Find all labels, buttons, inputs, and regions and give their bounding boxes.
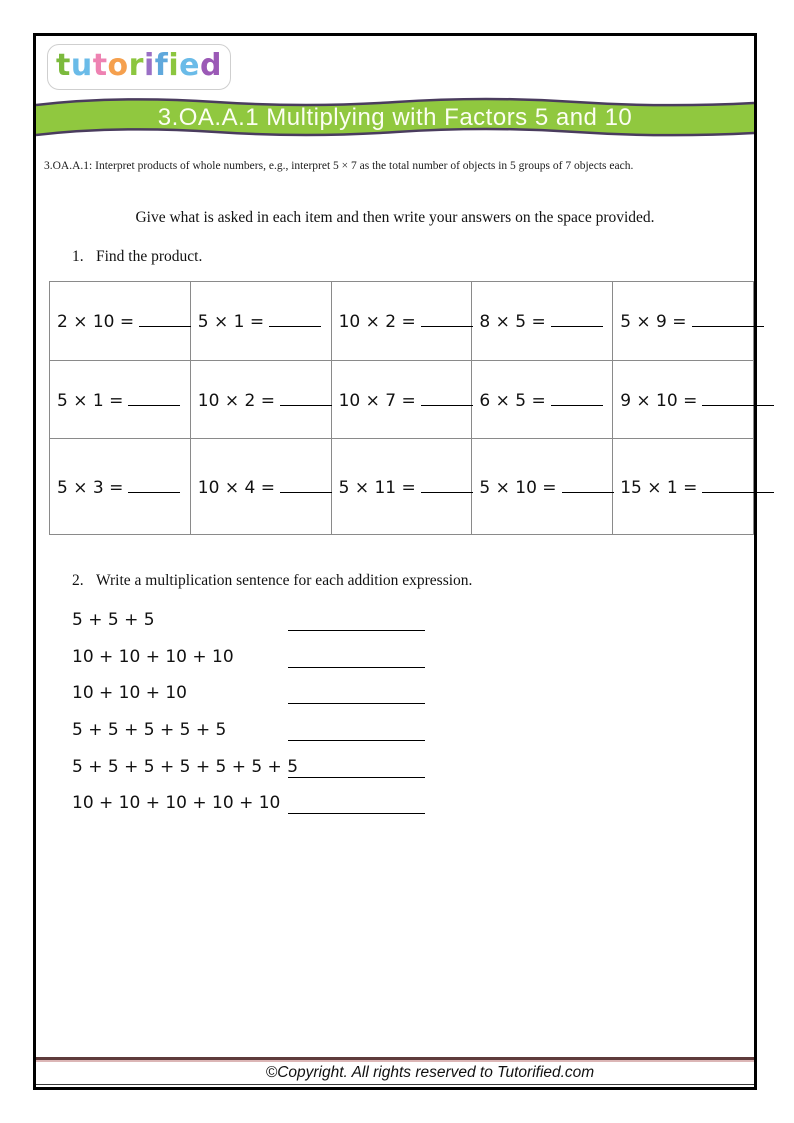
addition-expression: 5 + 5 + 5 + 5 + 5 + 5 + 5 [72, 756, 299, 777]
list-item [72, 751, 722, 788]
logo-letter: i [168, 48, 180, 83]
multiplication-expression: 2 × 10 = [57, 312, 135, 332]
products-table [49, 281, 754, 535]
tutorified-logo [47, 44, 231, 90]
list-item [72, 787, 722, 824]
answer-blank [139, 310, 191, 327]
table-cell [472, 282, 613, 361]
answer-blank [702, 476, 774, 493]
table-cell [472, 361, 613, 439]
multiplication-expression: 15 × 1 = [620, 477, 698, 498]
answer-blank [551, 389, 603, 406]
addition-expression: 10 + 10 + 10 + 10 [72, 646, 234, 667]
multiplication-expression: 5 × 10 = [479, 477, 557, 498]
multiplication-expression: 5 × 1 = [57, 390, 124, 411]
table-cell [613, 282, 754, 361]
multiplication-expression: 10 × 7 = [338, 390, 416, 411]
question-1-number: 1. [72, 248, 84, 265]
table-row [50, 361, 754, 439]
answer-blank [421, 389, 473, 406]
list-item [72, 714, 722, 751]
logo-letter: d [199, 48, 222, 83]
answer-blank [280, 476, 332, 493]
multiplication-expression: 9 × 10 = [620, 390, 698, 411]
table-cell [190, 282, 331, 361]
logo-letter: o [107, 48, 129, 83]
worksheet-page [33, 33, 757, 1090]
table-row [50, 439, 754, 535]
list-item [72, 641, 722, 678]
addition-expression: 10 + 10 + 10 + 10 + 10 [72, 793, 281, 814]
answer-blank [280, 389, 332, 406]
logo-letter: t [56, 48, 71, 83]
question-2-label [72, 572, 472, 590]
copyright-text: ©Copyright. All rights reserved to Tutorified.com [36, 1062, 754, 1085]
multiplication-expression: 6 × 5 = [479, 390, 546, 411]
multiplication-expression: 10 × 2 = [197, 390, 275, 411]
answer-blank [288, 604, 425, 631]
multiplication-expression: 10 × 4 = [197, 477, 275, 498]
table-cell [50, 439, 191, 535]
table-cell [613, 439, 754, 535]
addition-expression: 5 + 5 + 5 [72, 610, 155, 630]
table-cell [613, 361, 754, 439]
addition-expression: 5 + 5 + 5 + 5 + 5 [72, 720, 227, 741]
answer-blank [551, 310, 603, 327]
standard-description: 3.OA.A.1: Interpret products of whole numbers, e.g., interpret 5 × 7 as the total number of objects in 5 groups of 7 objects each. [44, 160, 634, 172]
table-cell [50, 361, 191, 439]
multiplication-expression: 5 × 9 = [620, 312, 687, 332]
general-instructions: Give what is asked in each item and then write your answers on the space provided. [135, 209, 655, 226]
page-title: 3.OA.A.1 Multiplying with Factors 5 and 10 [157, 104, 633, 131]
answer-blank [128, 476, 180, 493]
answer-blank [288, 714, 425, 741]
multiplication-expression: 5 × 1 = [197, 312, 265, 332]
multiplication-expression: 8 × 5 = [479, 312, 546, 332]
table-row [50, 282, 754, 361]
table-cell [331, 439, 472, 535]
table-cell [190, 439, 331, 535]
logo-letter: u [70, 48, 93, 83]
answer-blank [288, 641, 425, 668]
addition-expression: 10 + 10 + 10 [72, 683, 187, 704]
question-2-text: Write a multiplication sentence for each addition expression. [96, 572, 473, 589]
question-1-label [72, 248, 202, 266]
answer-blank [288, 751, 425, 778]
list-item [72, 604, 722, 641]
logo-letter: f [154, 48, 169, 83]
answer-blank [421, 310, 473, 327]
answer-blank [692, 310, 764, 327]
answer-blank [562, 476, 614, 493]
table-cell [50, 282, 191, 361]
table-cell [190, 361, 331, 439]
multiplication-expression: 10 × 2 = [338, 312, 416, 332]
list-item [72, 677, 722, 714]
table-cell [331, 361, 472, 439]
multiplication-expression: 5 × 3 = [57, 477, 124, 498]
answer-blank [288, 787, 425, 814]
table-cell [331, 282, 472, 361]
logo-letter: i [143, 48, 155, 83]
title-banner [36, 94, 754, 142]
multiplication-expression: 5 × 11 = [338, 477, 416, 498]
answer-blank [421, 476, 473, 493]
answer-blank [702, 389, 774, 406]
question-2-number: 2. [72, 572, 84, 589]
answer-blank [269, 310, 321, 327]
addition-expression-list [72, 604, 722, 824]
table-cell [472, 439, 613, 535]
answer-blank [288, 677, 425, 704]
logo-letter: e [179, 48, 200, 83]
logo-letter: r [128, 48, 144, 83]
page-footer [36, 1057, 754, 1087]
question-1-text: Find the product. [96, 248, 203, 265]
logo-letter: t [92, 48, 108, 83]
answer-blank [128, 389, 180, 406]
